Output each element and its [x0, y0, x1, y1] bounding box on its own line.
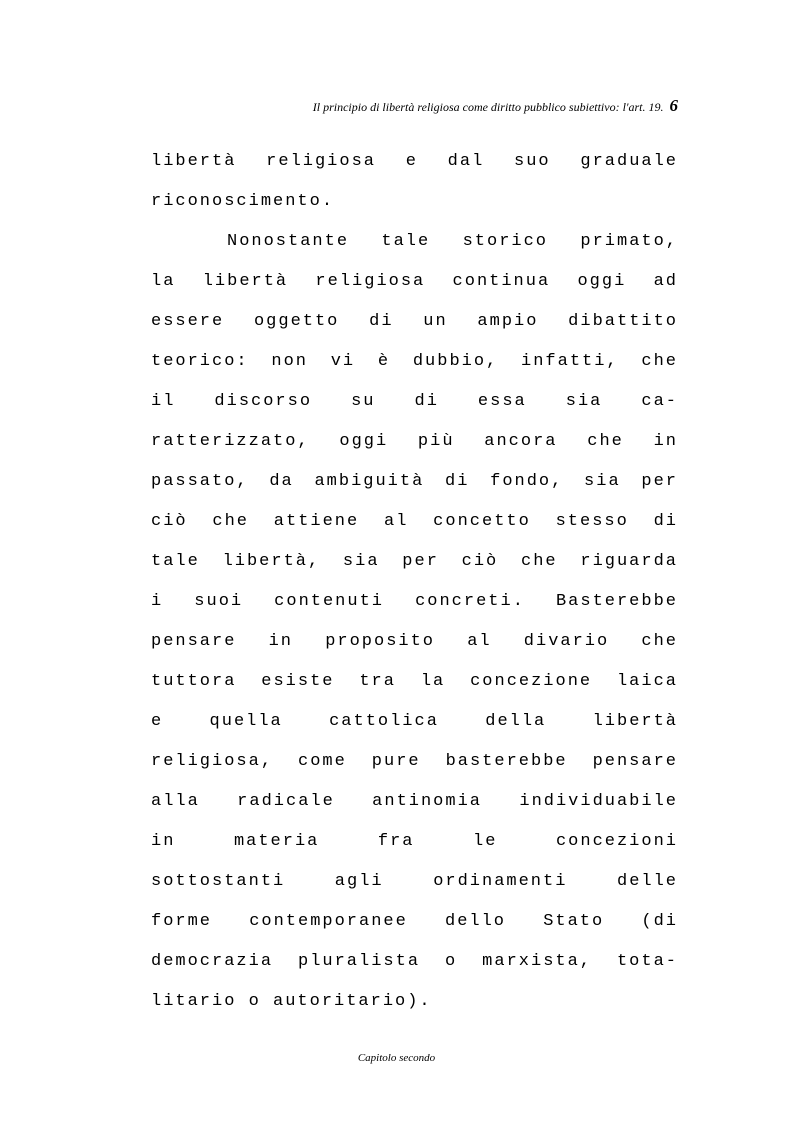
text-line: democrazia pluralista o marxista, tota- — [151, 952, 678, 971]
text-line: litario o autoritario). — [151, 992, 432, 1011]
text-line: passato, da ambiguità di fondo, sia per — [151, 472, 678, 491]
running-title: Il principio di libertà religiosa come diritto pubblico subiettivo: l'art. 19. — [312, 100, 664, 114]
text-line: riconoscimento. — [151, 192, 335, 211]
text-line: in materia fra le concezioni — [151, 832, 678, 851]
text-line: il discorso su di essa sia ca- — [151, 392, 678, 411]
running-footer — [0, 1052, 793, 1064]
text-line: forme contemporanee dello Stato (di — [151, 912, 678, 931]
text-line: e quella cattolica della libertà — [151, 712, 678, 731]
text-line: Nonostante tale storico primato, — [227, 232, 678, 251]
body-text — [151, 142, 678, 1022]
text-line: ratterizzato, oggi più ancora che in — [151, 432, 678, 451]
text-line: religiosa, come pure basterebbe pensare — [151, 752, 678, 771]
text-line: sottostanti agli ordinamenti delle — [151, 872, 678, 891]
text-line: libertà religiosa e dal suo graduale — [151, 152, 678, 171]
page-number: 6 — [669, 96, 678, 115]
text-line: i suoi contenuti concreti. Basterebbe — [151, 592, 678, 611]
text-line: la libertà religiosa continua oggi ad — [151, 272, 678, 291]
running-header — [313, 96, 678, 116]
text-line: teorico: non vi è dubbio, infatti, che — [151, 352, 678, 371]
text-line: tale libertà, sia per ciò che riguarda — [151, 552, 678, 571]
text-line: tuttora esiste tra la concezione laica — [151, 672, 678, 691]
text-line: alla radicale antinomia individuabile — [151, 792, 678, 811]
text-line: essere oggetto di un ampio dibattito — [151, 312, 678, 331]
chapter-label: Capitolo secondo — [357, 1052, 436, 1064]
text-line: ciò che attiene al concetto stesso di — [151, 512, 678, 531]
text-line: pensare in proposito al divario che — [151, 632, 678, 651]
